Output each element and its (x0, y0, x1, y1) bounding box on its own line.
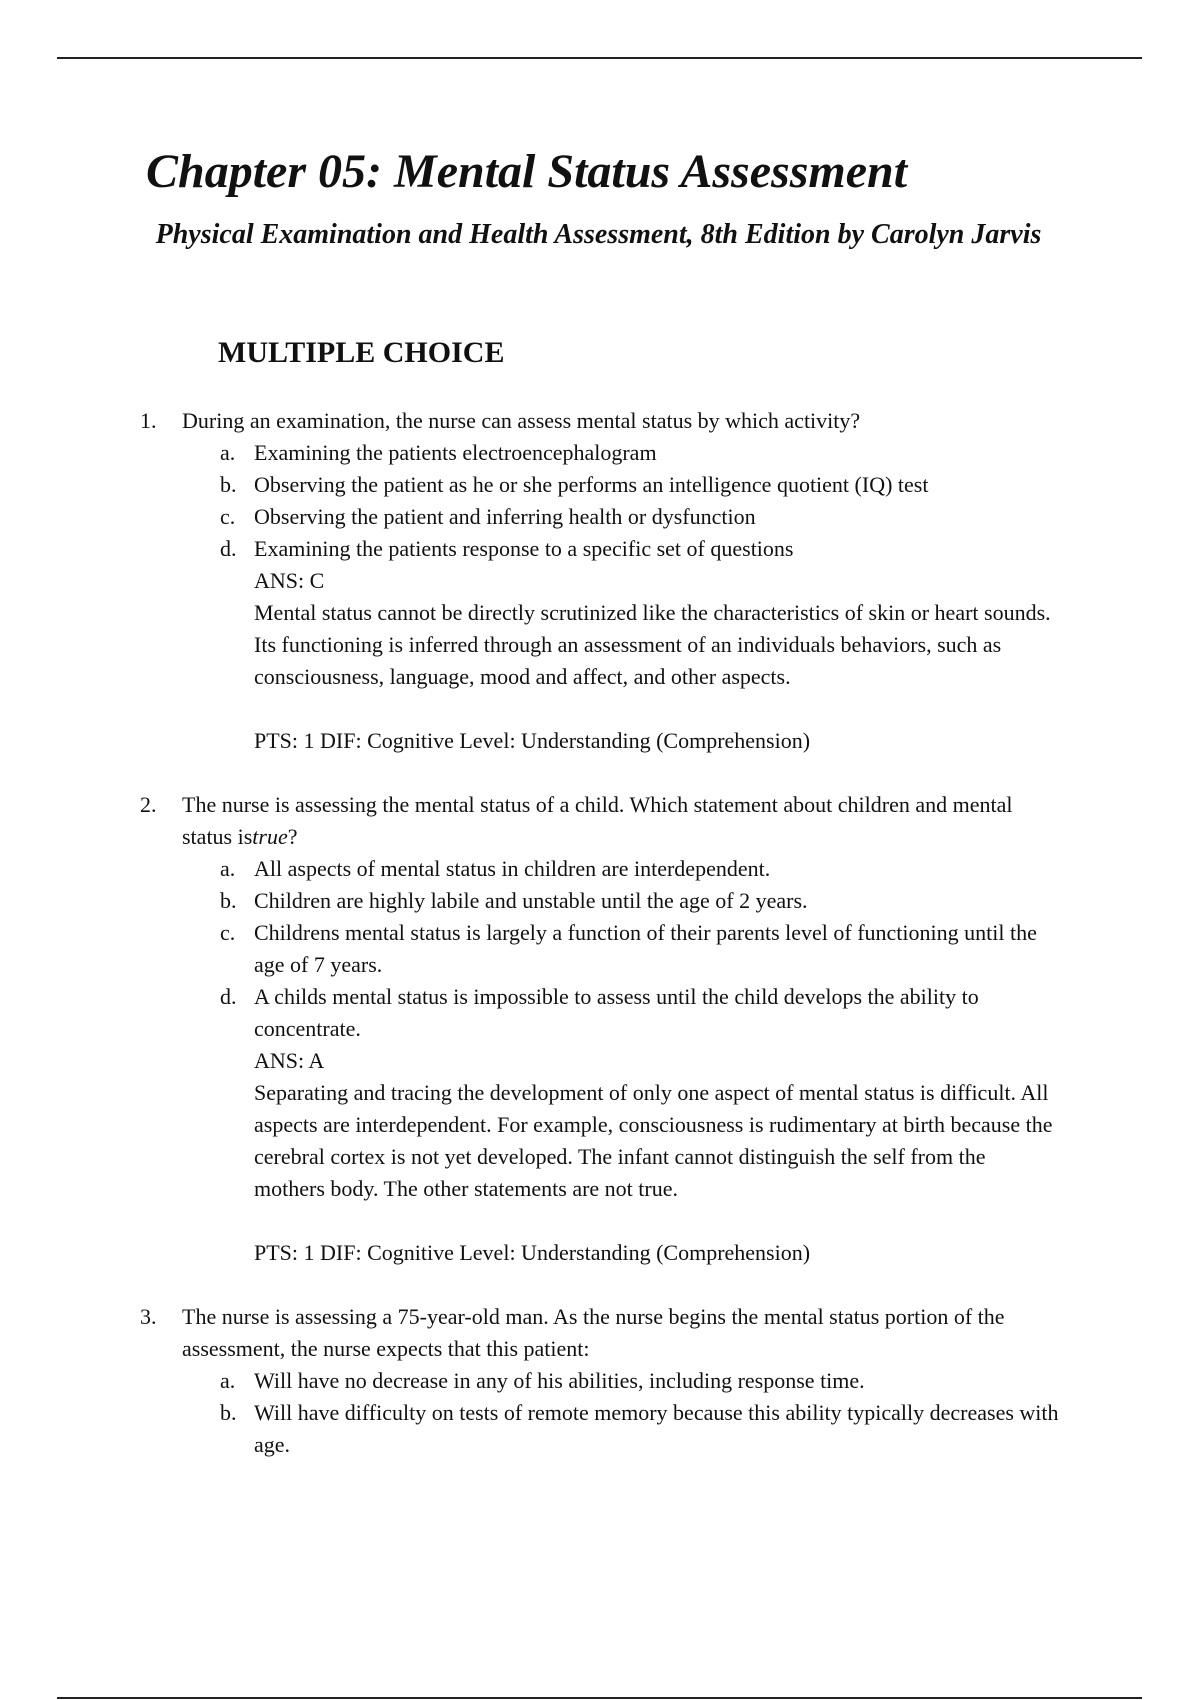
option-letter: b. (220, 1400, 237, 1425)
option-c (220, 501, 1060, 533)
option-letter: c. (220, 504, 236, 529)
question-stem (182, 789, 1060, 853)
question-number: 3. (140, 1304, 157, 1329)
option-letter: d. (220, 984, 237, 1009)
option-a (220, 437, 1060, 469)
stem-emphasis: true (252, 824, 288, 849)
page-title: Chapter 05: Mental Status Assessment (146, 145, 908, 198)
book-subtitle: Physical Examination and Health Assessment, 8th Edition by Carolyn Jarvis (155, 219, 1042, 250)
top-rule (57, 57, 1142, 59)
option-text: Will have no decrease in any of his abilities, including response time. (254, 1368, 865, 1393)
option-a (220, 853, 1060, 885)
option-b (220, 885, 1060, 917)
answer-block (182, 1045, 1060, 1269)
question-3 (140, 1301, 1060, 1461)
answer-key: ANS: C (254, 568, 325, 593)
option-b (220, 1397, 1060, 1461)
option-c (220, 917, 1060, 981)
points-difficulty: PTS: 1 DIF: Cognitive Level: Understanding (Comprehension) (254, 1240, 811, 1265)
points-difficulty: PTS: 1 DIF: Cognitive Level: Understanding (Comprehension) (254, 728, 811, 753)
option-letter: a. (220, 856, 236, 881)
rationale: Mental status cannot be directly scrutinized like the characteristics of skin or heart sounds. Its functioning is inferred through an assessment of an individuals behaviors, such as consciousness, language, mood and affect, and other aspects. (254, 600, 1051, 689)
option-text: A childs mental status is impossible to assess until the child develops the ability to concentrate. (254, 984, 979, 1041)
option-b (220, 469, 1060, 501)
bottom-rule (57, 1697, 1142, 1699)
option-list (182, 437, 1060, 565)
option-list (182, 1365, 1060, 1461)
option-text: Examining the patients electroencephalogram (254, 440, 657, 465)
option-d (220, 981, 1060, 1045)
answer-block (182, 565, 1060, 757)
question-1 (140, 405, 1060, 757)
option-letter: a. (220, 440, 236, 465)
option-a (220, 1365, 1060, 1397)
option-list (182, 853, 1060, 1045)
option-d (220, 533, 1060, 565)
question-list (140, 405, 1060, 1461)
answer-key: ANS: A (254, 1048, 325, 1073)
question-stem: During an examination, the nurse can assess mental status by which activity? (182, 408, 861, 433)
option-text: All aspects of mental status in children are interdependent. (254, 856, 771, 881)
option-letter: b. (220, 472, 237, 497)
option-letter: d. (220, 536, 237, 561)
stem-text: The nurse is assessing the mental status of a child. Which statement about children and mental status is (182, 792, 1013, 849)
option-text: Examining the patients response to a specific set of questions (254, 536, 794, 561)
question-2 (140, 789, 1060, 1269)
stem-end: ? (287, 824, 298, 849)
option-text: Will have difficulty on tests of remote memory because this ability typically decreases with age. (254, 1400, 1059, 1457)
question-stem: The nurse is assessing a 75-year-old man. As the nurse begins the mental status portion of the assessment, the nurse expects that this patient: (182, 1304, 1005, 1361)
option-letter: c. (220, 920, 236, 945)
option-text: Observing the patient and inferring health or dysfunction (254, 504, 756, 529)
question-number: 2. (140, 792, 157, 817)
option-letter: b. (220, 888, 237, 913)
section-heading: MULTIPLE CHOICE (218, 336, 505, 369)
option-text: Childrens mental status is largely a function of their parents level of functioning until the age of 7 years. (254, 920, 1037, 977)
question-number: 1. (140, 408, 157, 433)
option-text: Observing the patient as he or she performs an intelligence quotient (IQ) test (254, 472, 929, 497)
option-text: Children are highly labile and unstable until the age of 2 years. (254, 888, 808, 913)
rationale: Separating and tracing the development of only one aspect of mental status is difficult. All aspects are interdependent. For example, consciousness is rudimentary at birth because the cerebral cortex is not yet developed. The infant cannot distinguish the self from the mothers body. The other statements are not true. (254, 1080, 1053, 1201)
option-letter: a. (220, 1368, 236, 1393)
